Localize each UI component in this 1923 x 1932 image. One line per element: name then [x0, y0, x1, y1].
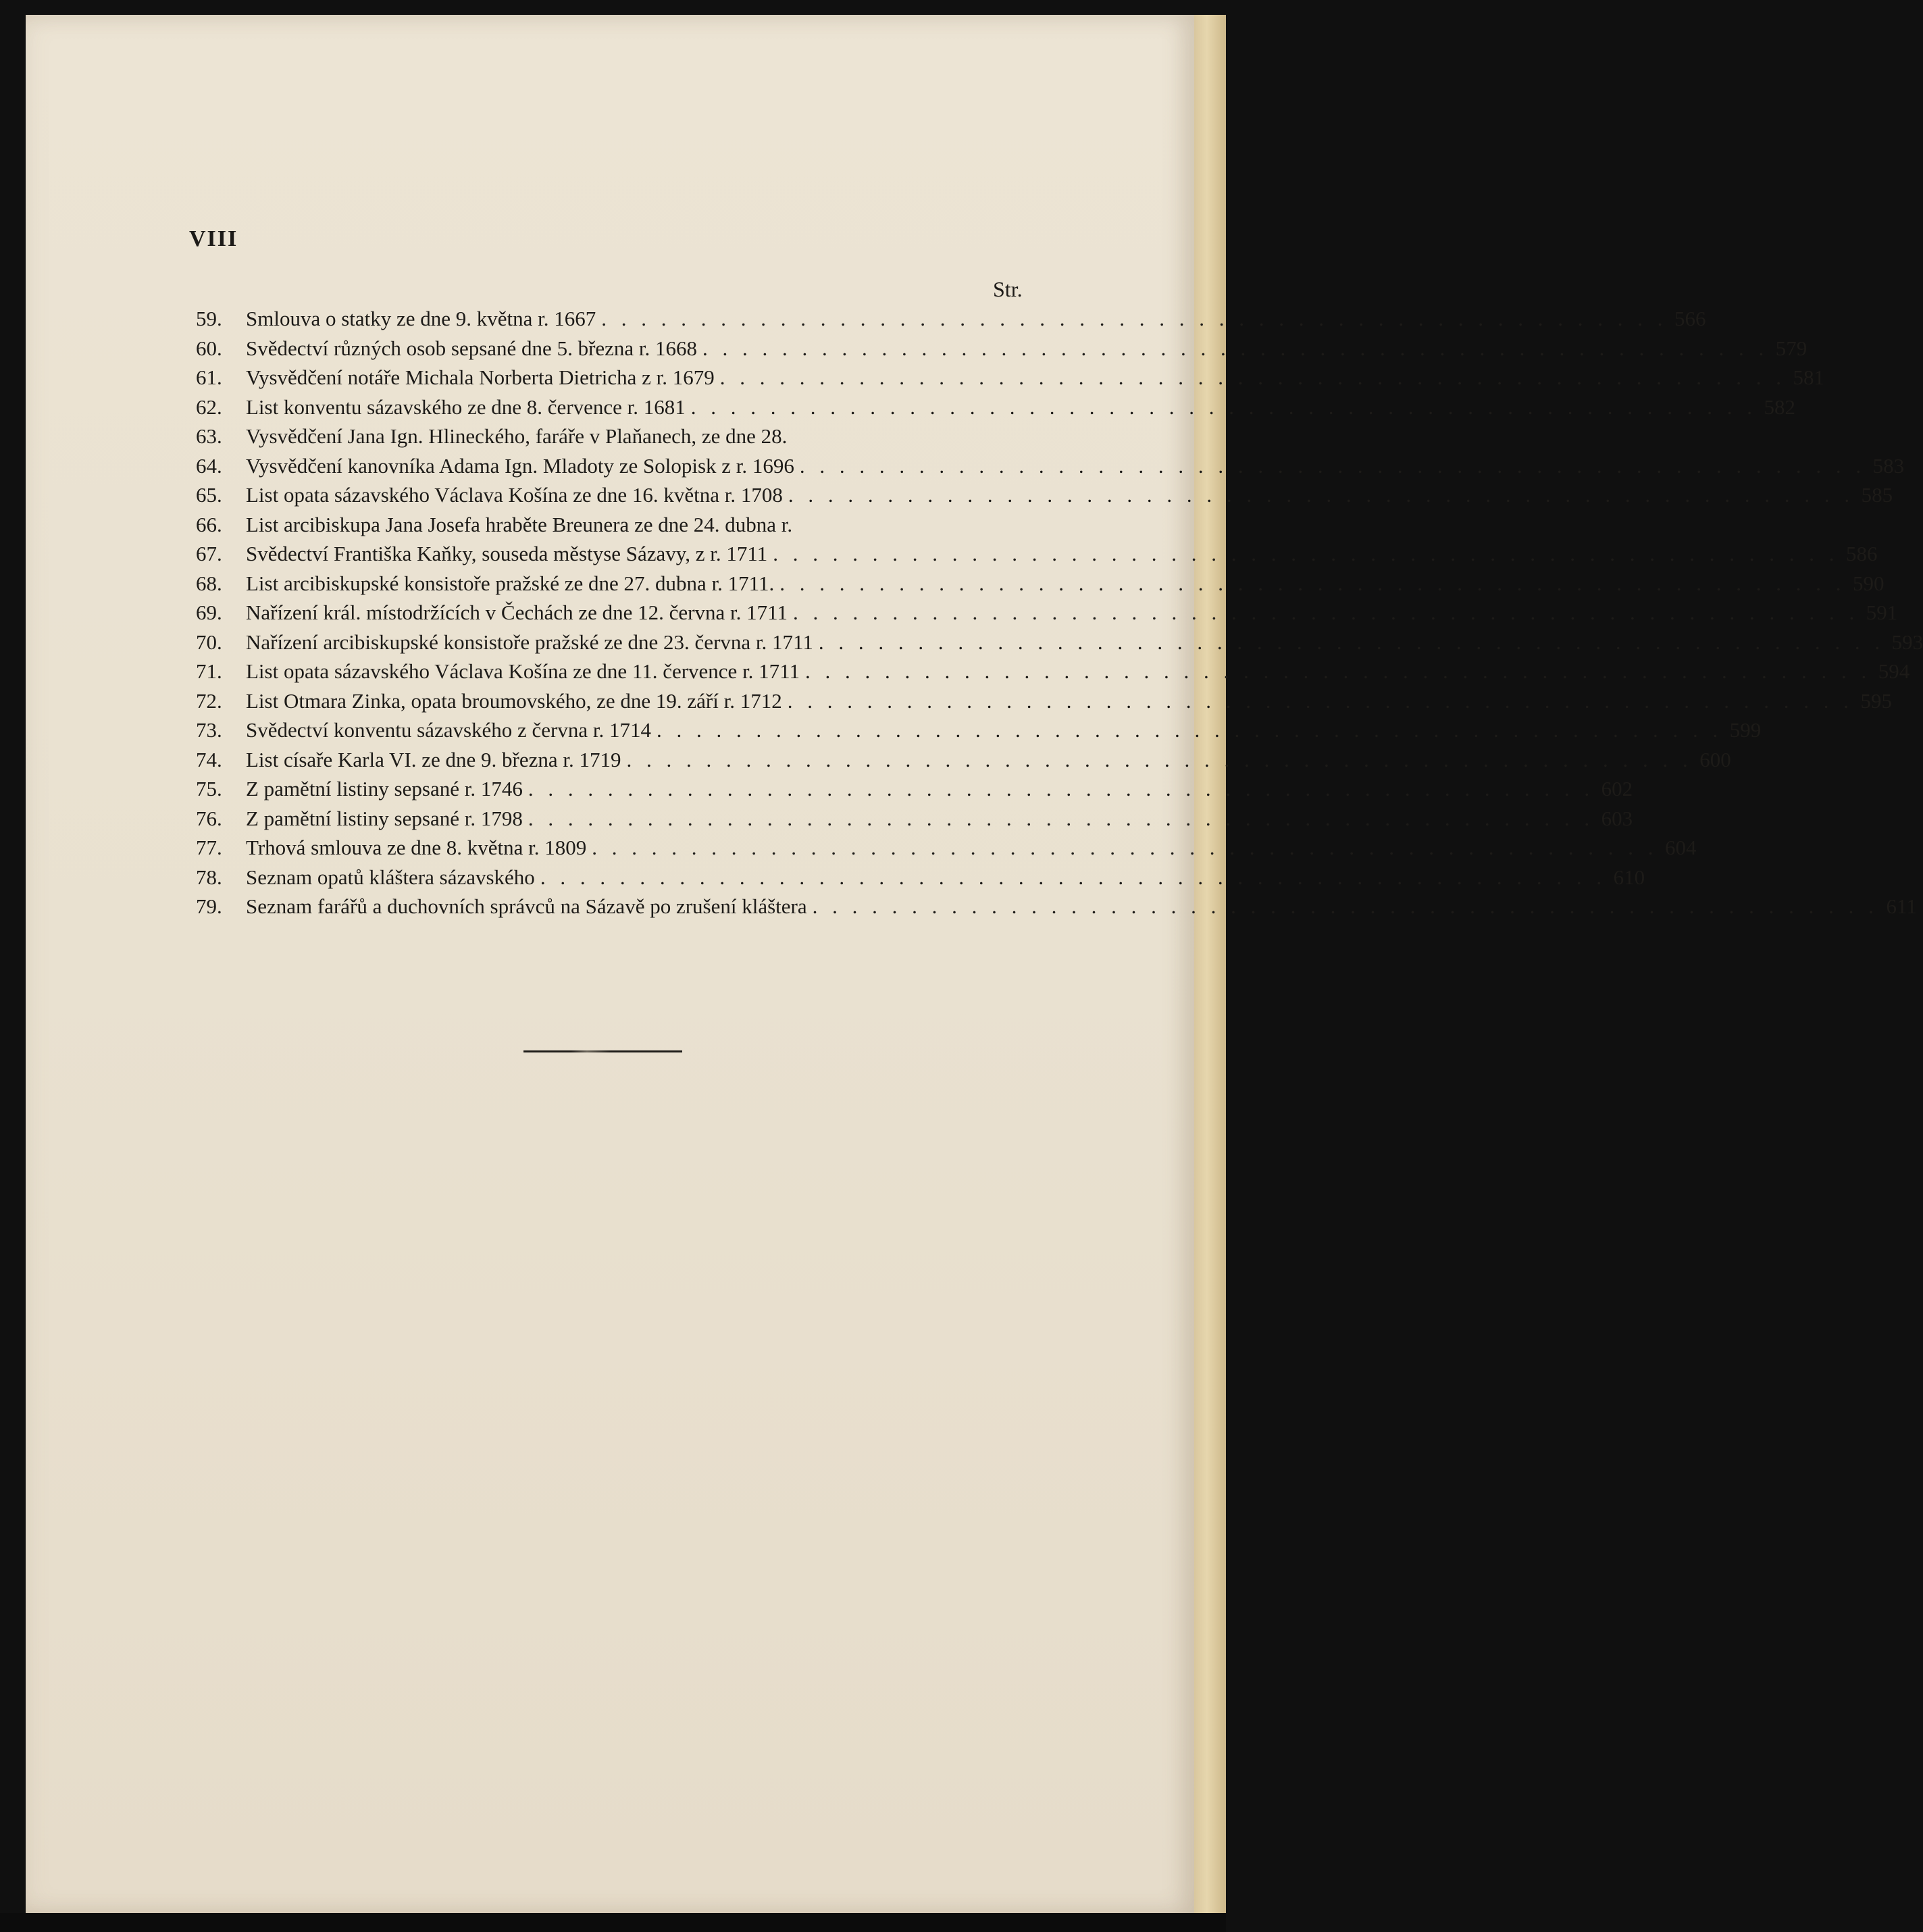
toc-entry	[196, 686, 1892, 716]
entry-page: 566	[1674, 307, 1706, 330]
entry-number: 77.	[196, 836, 222, 859]
entry-title: Vysvědčení kanovníka Adama Ign. Mladoty ze Solopisk z r. 1696	[246, 453, 794, 478]
toc-entry	[196, 334, 1807, 363]
dot-leader	[800, 657, 1866, 686]
entry-title: Nařízení arcibiskupské konsistoře pražské ze dne 23. června r. 1711	[246, 630, 813, 654]
entry-title: Nařízení král. místodržících v Čechách ze dne 12. června r. 1711	[246, 601, 788, 624]
entry-page: 586	[1846, 542, 1878, 565]
entry-title: Vysvědčení notáře Michala Norberta Dietricha z r. 1679	[246, 365, 715, 389]
entry-number: 79.	[196, 894, 222, 918]
dot-leader	[523, 774, 1589, 804]
entry-number: 60.	[196, 336, 222, 360]
dot-leader	[535, 863, 1601, 892]
dot-leader	[523, 804, 1589, 834]
toc-entry	[196, 422, 1033, 451]
toc-entry	[196, 833, 1697, 863]
dot-leader	[774, 569, 1841, 599]
entry-number: 73.	[196, 718, 222, 742]
dot-leader	[715, 363, 1781, 392]
entry-number: 62.	[196, 395, 222, 419]
dot-leader	[782, 686, 1849, 716]
page-column-header: Str.	[993, 277, 1023, 301]
toc-entry	[196, 363, 1825, 392]
page-number: VIII	[189, 226, 238, 251]
entry-number: 72.	[196, 688, 222, 713]
entry-number: 68.	[196, 571, 222, 595]
toc-entry	[196, 715, 1762, 745]
dot-leader	[788, 598, 1854, 628]
toc-entry	[196, 892, 1917, 921]
entry-page: 581	[1793, 365, 1825, 389]
entry-title: List arcibiskupské konsistoře pražské ze dne 27. dubna r. 1711.	[246, 571, 775, 595]
entry-page: 590	[1853, 571, 1884, 595]
entry-title: Seznam opatů kláštera sázavského	[246, 865, 535, 889]
entry-page: 602	[1601, 777, 1633, 800]
toc-entry	[196, 392, 1796, 422]
entry-number: 76.	[196, 806, 222, 830]
toc-entry	[196, 745, 1731, 775]
entry-title: Svědectví konventu sázavského z června r. 1714	[246, 718, 652, 742]
entry-page: 591	[1866, 601, 1898, 624]
toc-entry	[196, 598, 1898, 628]
entry-number: 67.	[196, 542, 222, 565]
dot-leader	[621, 745, 1688, 775]
entry-page: 585	[1861, 483, 1893, 507]
toc-entry	[196, 804, 1633, 834]
dot-leader	[686, 392, 1752, 422]
entry-title: List opata sázavského Václava Košína ze dne 11. července r. 1711	[246, 659, 800, 683]
dot-leader	[794, 451, 1861, 481]
entry-title: Seznam farářů a duchovních správců na Sázavě po zrušení kláštera	[246, 894, 807, 918]
dot-leader	[651, 715, 1718, 745]
dot-leader	[596, 304, 1662, 334]
entry-title: Z pamětní listiny sepsané r. 1798	[246, 806, 523, 830]
dot-leader	[813, 628, 1880, 657]
dot-leader	[697, 334, 1764, 363]
toc-entry	[196, 304, 1706, 334]
toc-entry	[196, 628, 1923, 657]
toc-entry	[196, 774, 1633, 804]
entry-number: 74.	[196, 747, 222, 771]
toc-entry	[196, 863, 1645, 892]
dot-leader	[767, 539, 1834, 569]
entry-title: Svědectví různých osob sepsané dne 5. března r. 1668	[246, 336, 698, 360]
book-spine-edge	[1194, 15, 1226, 1913]
entry-title-line: List arcibiskupa Jana Josefa hraběte Breunera ze dne 24. dubna r.	[246, 512, 793, 536]
entry-title: Svědectví Františka Kaňky, souseda městyse Sázavy, z r. 1711	[246, 542, 768, 565]
entry-number: 69.	[196, 601, 222, 624]
toc-entry	[196, 569, 1884, 599]
entry-number: 71.	[196, 659, 222, 683]
entry-title: Smlouva o statky ze dne 9. května r. 1667	[246, 307, 596, 330]
entry-number: 65.	[196, 483, 222, 507]
entry-number: 75.	[196, 777, 222, 800]
dot-leader	[586, 833, 1653, 863]
entry-page: 583	[1872, 453, 1905, 478]
entry-number: 61.	[196, 365, 222, 389]
entry-page: 579	[1775, 336, 1807, 360]
entry-title: Trhová smlouva ze dne 8. května r. 1809	[246, 836, 587, 859]
entry-title-line: Vysvědčení Jana Ign. Hlineckého, faráře v Plaňanech, ze dne 28.	[246, 424, 788, 448]
toc-entry	[196, 539, 1878, 569]
entry-number: 78.	[196, 865, 222, 889]
entry-page: 610	[1613, 865, 1645, 889]
entry-number: 59.	[196, 307, 222, 330]
entry-title: List císaře Karla VI. ze dne 9. března r. 1719	[246, 747, 621, 771]
entry-page: 599	[1729, 718, 1762, 742]
toc-entry	[196, 480, 1893, 510]
toc-entry	[196, 510, 1033, 540]
entry-number: 66.	[196, 512, 222, 536]
entry-page: 604	[1665, 836, 1697, 859]
dot-leader	[807, 892, 1874, 921]
entry-number: 64.	[196, 453, 222, 478]
closing-rule	[523, 1050, 682, 1052]
entry-title: List Otmara Zinka, opata broumovského, ze dne 19. září r. 1712	[246, 688, 782, 713]
entry-page: 594	[1878, 659, 1910, 683]
table-of-contents	[196, 304, 1923, 921]
entry-page: 582	[1764, 395, 1796, 419]
entry-page: 593	[1891, 630, 1923, 654]
toc-entry	[196, 451, 1905, 481]
entry-title: List konventu sázavského ze dne 8. července r. 1681	[246, 395, 686, 419]
entry-page: 611	[1886, 894, 1917, 918]
entry-page: 603	[1601, 806, 1633, 830]
entry-number: 70.	[196, 630, 222, 654]
entry-page: 595	[1860, 688, 1892, 713]
entry-title: Z pamětní listiny sepsané r. 1746	[246, 777, 523, 800]
entry-page: 600	[1699, 747, 1731, 771]
dot-leader	[783, 480, 1849, 510]
toc-entry	[196, 657, 1910, 686]
entry-number: 63.	[196, 424, 222, 448]
entry-title: List opata sázavského Václava Košína ze dne 16. května r. 1708	[246, 483, 783, 507]
scan-border	[0, 1913, 1226, 1932]
